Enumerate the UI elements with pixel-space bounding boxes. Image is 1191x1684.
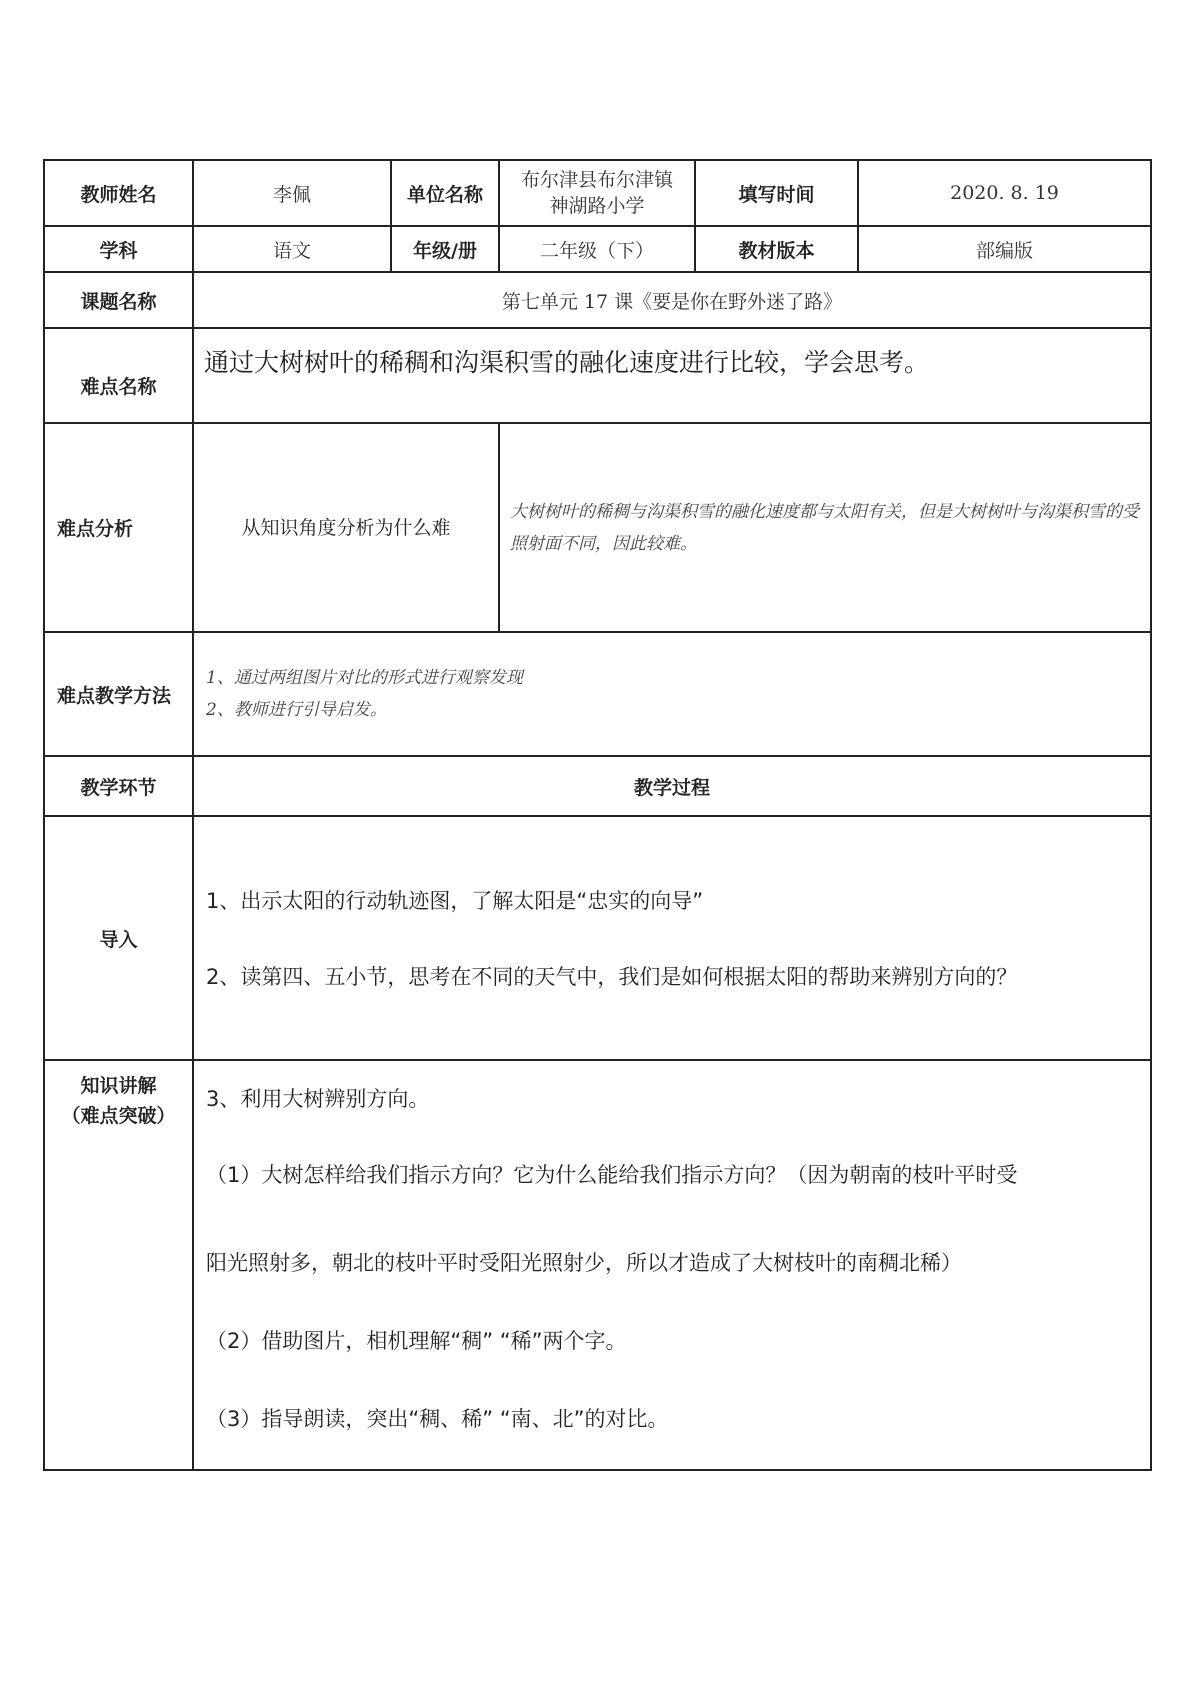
analysis-label: 难点分析	[44, 423, 193, 632]
teaching-stage-label: 教学环节	[44, 756, 193, 816]
edition-label: 教材版本	[695, 226, 858, 272]
fill-date-value: 2020. 8. 19	[858, 160, 1151, 226]
method-label: 难点教学方法	[44, 632, 193, 756]
difficulty-label: 难点名称	[44, 328, 193, 423]
knowledge-line-2: （1）大树怎样给我们指示方向？它为什么能给我们指示方向？（因为朝南的枝叶平时受	[206, 1163, 1018, 1187]
teaching-process-label: 教学过程	[193, 756, 1151, 816]
intro-line-2: 2、读第四、五小节，思考在不同的天气中，我们是如何根据太阳的帮助来辨别方向的？	[206, 965, 1018, 989]
intro-content	[193, 816, 1151, 1060]
difficulty-value: 通过大树树叶的稀稠和沟渠积雪的融化速度进行比较，学会思考。	[193, 328, 1151, 423]
analysis-row	[44, 423, 1151, 632]
lesson-plan-form	[43, 159, 1150, 1471]
topic-value: 第七单元 17 课《要是你在野外迷了路》	[193, 272, 1151, 328]
method-content	[193, 632, 1151, 756]
unit-name-line1: 布尔津县布尔津镇	[520, 169, 673, 191]
edition-value: 部编版	[858, 226, 1151, 272]
header-row-2	[44, 226, 1151, 272]
unit-name-line2: 神湖路小学	[549, 195, 645, 217]
intro-label: 导入	[44, 816, 193, 1060]
knowledge-line-5: （3）指导朗读，突出“稠、稀” “南、北”的对比。	[206, 1407, 669, 1431]
method-row	[44, 632, 1151, 756]
knowledge-content	[193, 1060, 1151, 1470]
knowledge-line-3: 阳光照射多，朝北的枝叶平时受阳光照射少，所以才造成了大树枝叶的南稠北稀）	[206, 1251, 962, 1275]
header-row-1	[44, 160, 1151, 226]
unit-name-label: 单位名称	[391, 160, 499, 226]
grade-value: 二年级（下）	[499, 226, 695, 272]
intro-row	[44, 816, 1151, 1060]
analysis-text: 大树树叶的稀稠与沟渠积雪的融化速度都与太阳有关，但是大树树叶与沟渠积雪的受照射面不同，因此较难。	[499, 423, 1151, 632]
difficulty-row	[44, 328, 1151, 423]
knowledge-label	[44, 1060, 193, 1470]
knowledge-line-1: 3、利用大树辨别方向。	[206, 1087, 430, 1111]
knowledge-line-4: （2）借助图片，相机理解“稠” “稀”两个字。	[206, 1329, 627, 1353]
intro-line-1: 1、出示太阳的行动轨迹图，了解太阳是“忠实的向导”	[206, 889, 704, 913]
teacher-name-label: 教师姓名	[44, 160, 193, 226]
fill-date-label: 填写时间	[695, 160, 858, 226]
method-item-2: 2、教师进行引导启发。	[206, 700, 387, 720]
knowledge-label-line1: 知识讲解	[80, 1075, 157, 1097]
unit-name-value	[499, 160, 695, 226]
subject-label: 学科	[44, 226, 193, 272]
topic-row	[44, 272, 1151, 328]
topic-label: 课题名称	[44, 272, 193, 328]
process-header-row	[44, 756, 1151, 816]
teacher-name-value: 李佩	[193, 160, 391, 226]
knowledge-label-line2: （难点突破）	[61, 1105, 176, 1127]
lesson-plan-table	[43, 159, 1152, 1471]
subject-value: 语文	[193, 226, 391, 272]
analysis-sublabel: 从知识角度分析为什么难	[193, 423, 499, 632]
method-item-1: 1、通过两组图片对比的形式进行观察发现	[206, 668, 523, 688]
knowledge-row	[44, 1060, 1151, 1470]
grade-label: 年级/册	[391, 226, 499, 272]
